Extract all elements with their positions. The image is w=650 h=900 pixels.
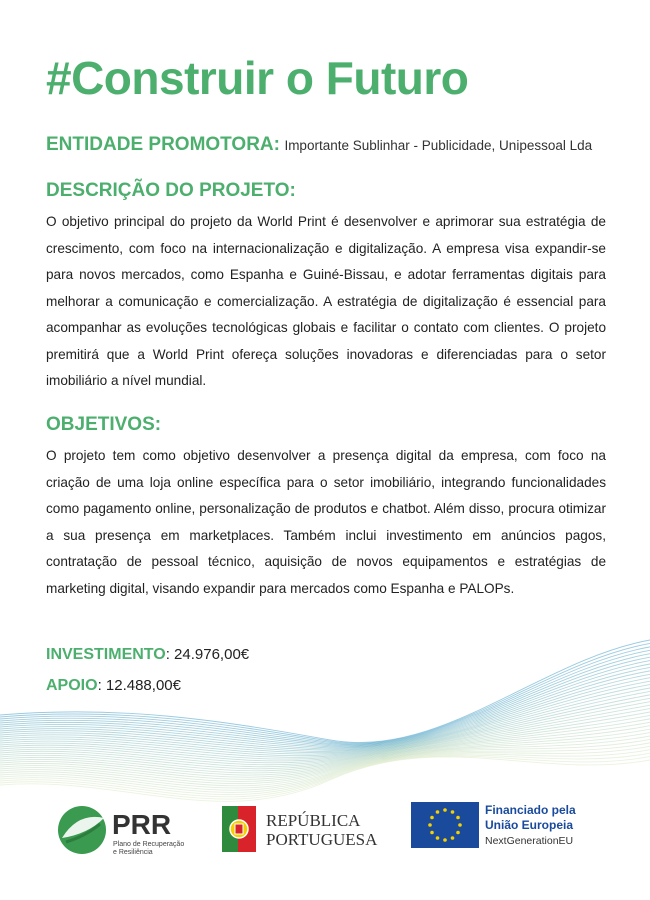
republica-portuguesa-logo	[222, 806, 378, 852]
objetivos-text: O projeto tem como objetivo desenvolver a presença digital da empresa, com foco na criação de uma loja online específica para o setor imobiliário, integrando funcionalidades como pagamento online, personalização de produtos e chatbot. Além disso, procura otimizar a sua presença em marketplaces. Também inclui investimento em anúncios pagos, contratação de pessoal técnico, aquisição de novos equipamentos e estratégias de marketing digital, visando expandir para mercados como Espanha e PALOPs.	[46, 448, 606, 596]
eu-star-icon	[430, 816, 434, 820]
wave-line	[0, 661, 650, 748]
prr-line2: e Resiliência	[113, 849, 153, 856]
eu-star-icon	[436, 810, 440, 814]
page-title: #Construir o Futuro	[46, 52, 469, 104]
prr-logo	[58, 806, 184, 856]
eu-star-icon	[443, 808, 447, 812]
footer-logos	[0, 790, 650, 870]
rp-line1: REPÚBLICA	[266, 811, 361, 830]
apoio-label: APOIO	[46, 677, 98, 694]
eu-star-icon	[430, 831, 434, 835]
prr-short: PRR	[112, 809, 172, 840]
prr-line1: Plano de Recuperação	[113, 841, 185, 848]
investimento-value: : 24.976,00€	[165, 646, 250, 663]
eu-line2: União Europeia	[485, 818, 574, 832]
entidade-promotora	[46, 134, 626, 156]
eu-star-icon	[451, 836, 455, 840]
promotora-value: Importante Sublinhar - Publicidade, Unipessoal Lda	[284, 138, 593, 153]
apoio-value: : 12.488,00€	[97, 677, 181, 694]
eu-star-icon	[456, 831, 460, 835]
eu-logo	[411, 802, 576, 848]
eu-star-icon	[428, 823, 432, 827]
investimento-label: INVESTIMENTO	[46, 646, 166, 663]
descricao-text: O objetivo principal do projeto da World Print é desenvolver e aprimorar sua estratégia de crescimento, com foco na internacionalização e digitalização. A empresa visa expandir-se para novos mercados, como Espanha e Guiné-Bissau, e adotar ferramentas digitais para melhorar a comunicação e comercialização. A estratégia de digitalização é essencial para acompanhar as evoluções tecnológicas globais e facilitar o contato com clientes. O projeto premitirá que a World Print ofereça soluções inovadoras e diferenciadas para o setor imobiliário a nível mundial.	[46, 214, 606, 388]
eu-star-icon	[443, 838, 447, 842]
eu-line1: Financiado pela	[485, 803, 576, 817]
eu-star-icon	[436, 836, 440, 840]
eu-line3: NextGenerationEU	[485, 835, 574, 847]
eu-star-icon	[451, 810, 455, 814]
promotora-label: ENTIDADE PROMOTORA:	[46, 134, 280, 155]
descricao-heading: DESCRIÇÃO DO PROJETO:	[46, 180, 296, 201]
eu-star-icon	[456, 816, 460, 820]
objetivos-heading: OBJETIVOS:	[46, 414, 162, 435]
rp-line2: PORTUGUESA	[266, 830, 378, 849]
eu-star-icon	[458, 823, 462, 827]
